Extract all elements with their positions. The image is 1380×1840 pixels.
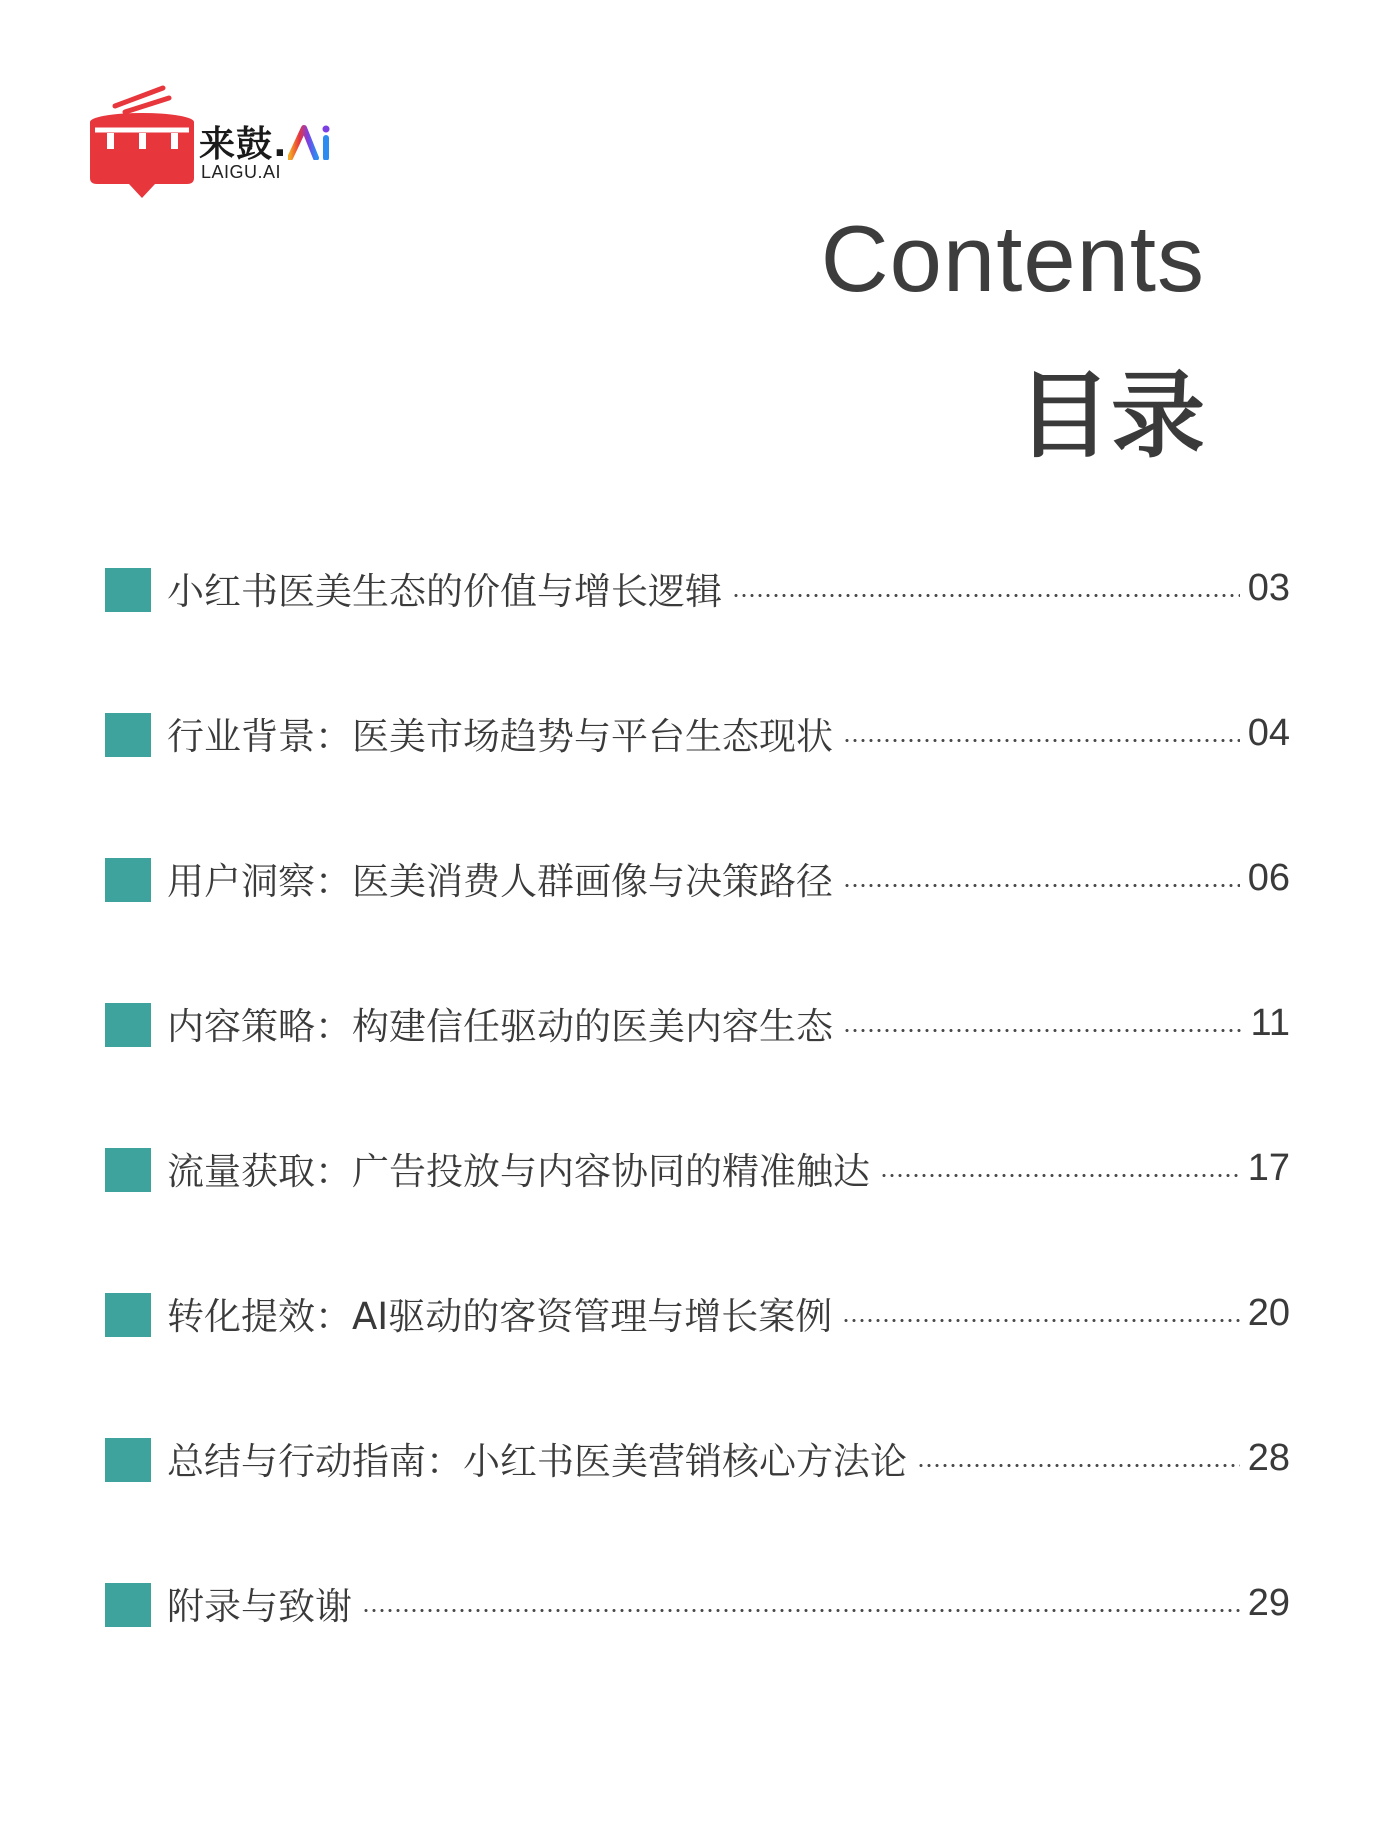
toc-title: 流量获取：广告投放与内容协同的精准触达 (167, 1150, 870, 1193)
contents-title-en: Contents (820, 206, 1205, 311)
toc-item[interactable] (105, 848, 1290, 908)
toc-marker (105, 858, 151, 902)
toc-page-number: 28 (1247, 1436, 1290, 1479)
brand-logo (85, 78, 345, 203)
toc-leader-dots (917, 1464, 1240, 1467)
toc-page-number: 20 (1247, 1291, 1290, 1334)
brand-name-cn (199, 116, 342, 167)
toc-title: 小红书医美生态的价值与增长逻辑 (167, 570, 722, 613)
toc-leader-dots (362, 1609, 1240, 1612)
toc-item[interactable] (105, 1283, 1290, 1343)
contents-title-cn: 目录 (1016, 362, 1205, 471)
toc-marker (105, 568, 151, 612)
toc-item[interactable] (105, 1573, 1290, 1633)
toc-page-number: 03 (1247, 566, 1290, 609)
toc-page-number: 11 (1250, 1001, 1290, 1044)
toc-item[interactable] (105, 1138, 1290, 1198)
toc-leader-dots (843, 739, 1240, 742)
toc-item[interactable] (105, 993, 1290, 1053)
toc-marker (105, 1583, 151, 1627)
toc-page-number: 17 (1247, 1146, 1290, 1189)
toc-title: 行业背景：医美市场趋势与平台生态现状 (167, 715, 833, 758)
toc-marker (105, 1003, 151, 1047)
toc-leader-dots (732, 594, 1240, 597)
toc-item[interactable] (105, 1428, 1290, 1488)
toc-marker (105, 1438, 151, 1482)
toc-title: 转化提效：AI驱动的客资管理与增长案例 (167, 1295, 833, 1338)
toc-title: 总结与行动指南：小红书医美营销核心方法论 (167, 1440, 907, 1483)
toc-leader-dots (843, 1029, 1243, 1032)
brand-name-en: LAIGU.AI (201, 162, 282, 182)
toc-leader-dots (842, 1319, 1239, 1322)
toc-marker (105, 713, 151, 757)
toc-page-number: 06 (1247, 856, 1290, 899)
toc-item[interactable] (105, 703, 1290, 763)
toc-page-number: 04 (1247, 711, 1290, 754)
toc-marker (105, 1293, 151, 1337)
toc-leader-dots (880, 1174, 1240, 1177)
toc-title: 附录与致谢 (167, 1585, 352, 1628)
toc-marker (105, 1148, 151, 1192)
drum-icon (85, 78, 200, 203)
toc-leader-dots (843, 884, 1240, 887)
toc-page-number: 29 (1247, 1581, 1290, 1624)
toc-title: 内容策略：构建信任驱动的医美内容生态 (167, 1005, 833, 1048)
brand-name-text: 来鼓. (199, 124, 288, 165)
brand-ai-mark (288, 124, 342, 160)
toc-title: 用户洞察：医美消费人群画像与决策路径 (167, 860, 833, 903)
toc-item[interactable] (105, 558, 1290, 618)
